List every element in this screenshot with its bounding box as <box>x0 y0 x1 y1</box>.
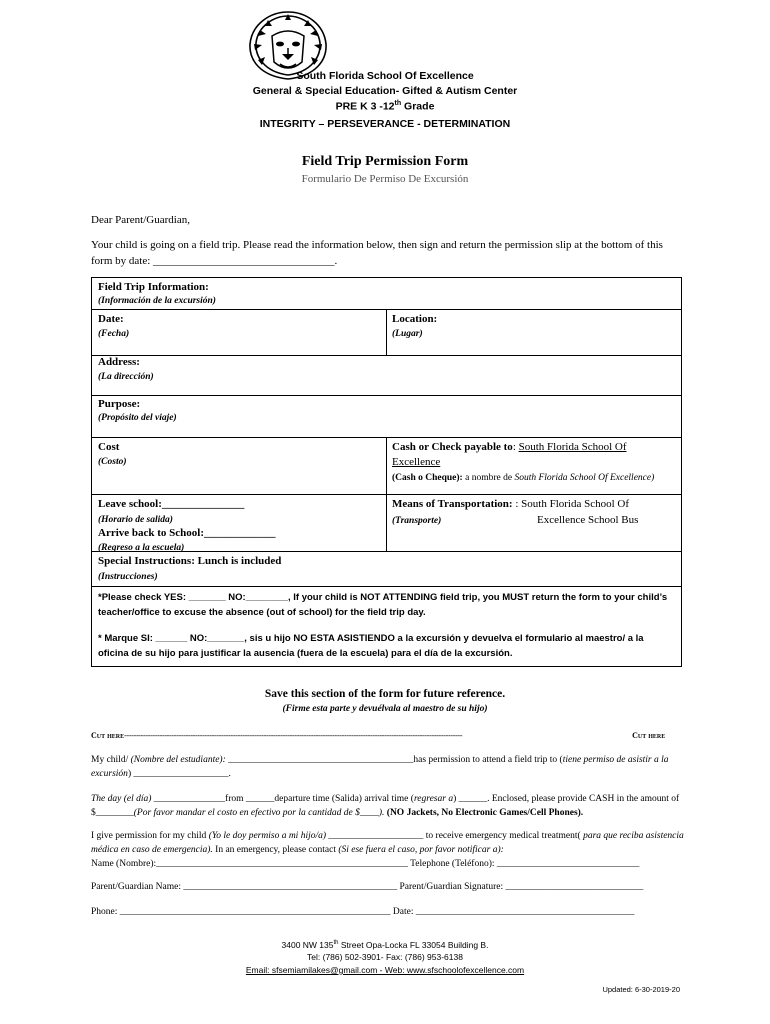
arrive-back-label: Arrive back to School:_____________ <box>98 527 276 539</box>
cut-line: Cut here----------------------------------------------------------------------------------------------------------------------------------------------- Cut here <box>91 731 666 740</box>
transport-label-es: (Transporte) <box>392 516 442 526</box>
phone-date-line: Phone: _________________________________________________________ Date: ______________________________________________ <box>91 907 635 917</box>
leave-school-label: Leave school:_______________ <box>98 498 245 510</box>
date-label: Date: <box>98 313 124 325</box>
payable-to: Cash or Check payable to: South Florida School Of Excellence <box>392 441 627 468</box>
location-label: Location: <box>392 313 438 325</box>
table-heading: Field Trip Information: <box>98 281 209 293</box>
cost-label-es: (Costo) <box>98 457 127 467</box>
address-label: Address: <box>98 356 140 368</box>
field-trip-info-table <box>91 277 682 667</box>
attendance-notice-en: *Please check YES: _______ NO:________, If your child is NOT ATTENDING field trip, you MUST return the form to your child’s teacher/office to excuse the absence (out of school) for the field trip day. <box>98 592 668 618</box>
footer-address: 3400 NW 135th Street Opa-Locka FL 33054 Building B. <box>281 939 489 950</box>
child-permission-line: My child/ (Nombre del estudiante): _______________________________________has permission to attend a field trip to (tiene permiso de asistir a la excursión) ____________________. <box>91 755 669 779</box>
medical-permission-line: I give permission for my child (Yo le doy permiso a mi hijo/a) ____________________ to receive emergency medical treatment( para que reciba asistencia médica en caso de emergencia). In an emergency, please contact (Si ese fuera el caso, por favor notificar a): <box>91 831 684 855</box>
location-label-es: (Lugar) <box>392 329 423 339</box>
footer-phone: Tel: (786) 502-3901- Fax: (786) 953-6138 <box>307 952 463 962</box>
school-name: South Florida School Of Excellence <box>296 70 474 82</box>
transport-value: Excellence School Bus <box>537 514 639 526</box>
form-title: Field Trip Permission Form <box>301 154 469 169</box>
payable-to-es: (Cash o Cheque): a nombre de South Florida School Of Excellence) <box>392 473 655 483</box>
school-motto: INTEGRITY – PERSEVERANCE - DETERMINATION <box>259 118 511 130</box>
special-instructions-label-es: (Instrucciones) <box>98 572 158 582</box>
save-section-subtitle: (Firme esta parte y devuélvala al maestro de su hijo) <box>282 704 488 714</box>
special-instructions-label: Special Instructions: Lunch is included <box>98 555 282 567</box>
leave-school-label-es: (Horario de salida) <box>98 515 173 525</box>
school-grades: PRE K 3 -12th Grade <box>335 100 435 113</box>
updated-date: Updated: 6-30-2019-20 <box>602 985 680 994</box>
form-subtitle: Formulario De Permiso De Excursión <box>301 173 469 185</box>
trip-day-line: The day (el día) _______________from ______departure time (Salida) arrival time (regresar a) ______. Enclosed, please provide CASH in the amount of $________(Por favor mandar el costo en efectivo por la cantidad de $____). (NO Jackets, No Electronic Games/Cell Phones). <box>91 794 680 818</box>
purpose-label-es: (Propósito del viaje) <box>98 413 177 423</box>
school-programs: General & Special Education- Gifted & Autism Center <box>252 85 518 97</box>
purpose-label: Purpose: <box>98 398 141 410</box>
address-label-es: (La dirección) <box>98 372 154 382</box>
attendance-notice-es: * Marque SI: ______ NO:_______, sis u hijo NO ESTA ASISTIENDO a la excursión y devuelva el formulario al maestro/ a la oficina de su hijo para justificar la ausencia (fuera de la escuela) para el día de la excursión. <box>98 633 644 659</box>
contact-name-line: Name (Nombre):_____________________________________________________ Telephone (Teléfono): ______________________________ <box>91 859 640 869</box>
intro-paragraph: Your child is going on a field trip. Please read the information below, then sign and return the permission slip at the bottom of this form by date: _________________________________. <box>91 239 663 267</box>
table-heading-es: (Información de la excursión) <box>98 296 216 306</box>
transport-label: Means of Transportation: : South Florida School Of <box>392 498 630 510</box>
guardian-signature-line: Parent/Guardian Name: _____________________________________________ Parent/Guardian Signature: _____________________________ <box>91 882 644 892</box>
footer-contact: Email: sfsemiamilakes@gmail.com - Web: www.sfschoolofexcellence.com <box>245 965 525 975</box>
save-section-title: Save this section of the form for future reference. <box>264 688 506 700</box>
cost-label: Cost <box>98 441 120 453</box>
greeting: Dear Parent/Guardian, <box>91 214 190 226</box>
arrive-back-label-es: (Regreso a la escuela) <box>98 543 185 553</box>
date-label-es: (Fecha) <box>98 329 130 339</box>
